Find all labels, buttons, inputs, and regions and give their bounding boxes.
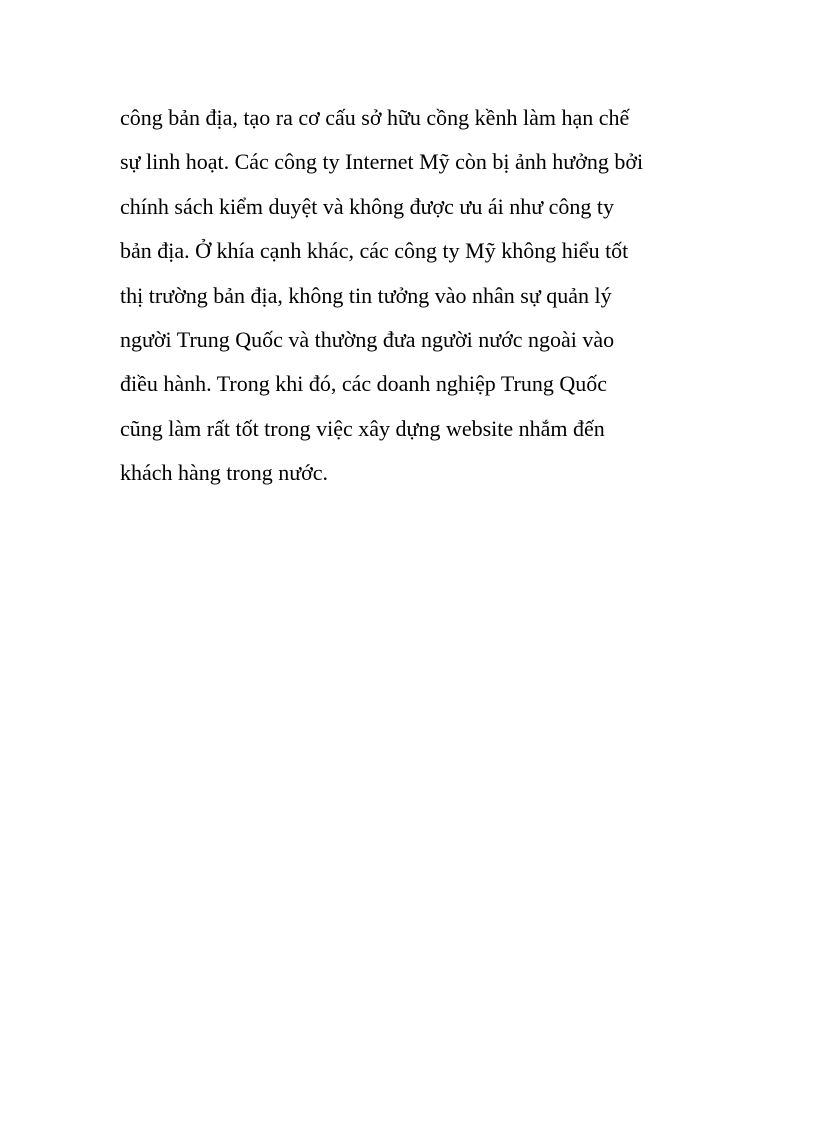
- paragraph-line-9: khách hàng trong nước.: [120, 460, 329, 486]
- paragraph-line-1: công bản địa, tạo ra cơ cấu sở hữu cồng kềnh làm hạn chế: [120, 105, 630, 130]
- paragraph-line-4: bản địa. Ở khía cạnh khác, các công ty Mỹ không hiểu tốt: [120, 238, 629, 264]
- paragraph-line-2: sự linh hoạt. Các công ty Internet Mỹ còn bị ảnh hưởng bởi: [120, 149, 644, 175]
- paragraph-line-6: người Trung Quốc và thường đưa người nước ngoài vào: [120, 326, 615, 352]
- paragraph-line-3: chính sách kiểm duyệt và không được ưu ái như công ty: [120, 193, 615, 219]
- paragraph-line-8: cũng làm rất tốt trong việc xây dựng website nhắm đến: [120, 415, 605, 441]
- paragraph-line-5: thị trường bản địa, không tin tưởng vào nhân sự quản lý: [120, 282, 612, 308]
- paragraph-line-7: điều hành. Trong khi đó, các doanh nghiệp Trung Quốc: [120, 371, 608, 397]
- body-paragraph: [120, 96, 720, 496]
